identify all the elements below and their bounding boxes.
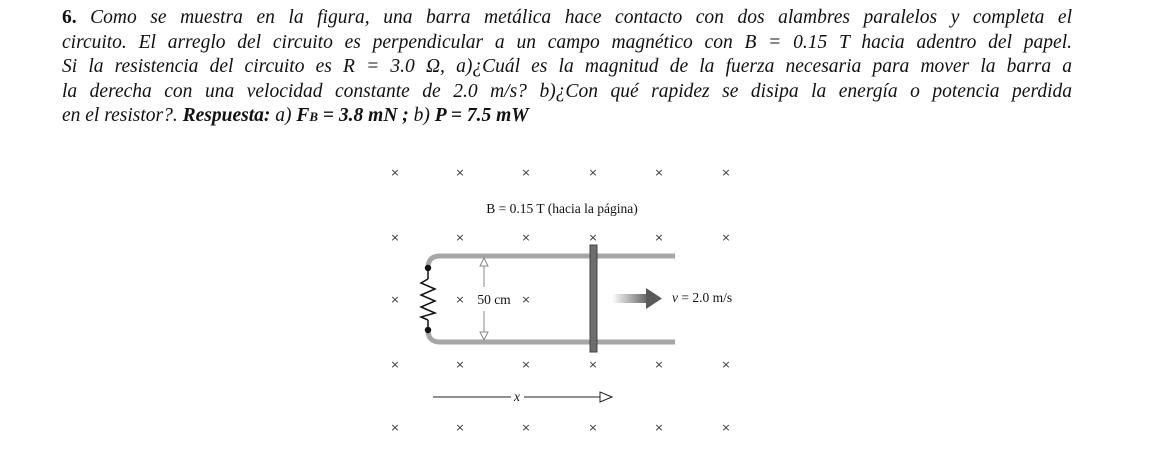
answer-label: Respuesta: — [182, 105, 271, 126]
velocity-label: v = 2.0 m/s — [672, 290, 733, 305]
field-label: B = 0.15 T (hacia la página) — [486, 201, 638, 216]
field-cross-symbol: × — [390, 231, 400, 244]
field-cross-symbol: × — [721, 358, 731, 371]
position-label: x — [514, 389, 520, 404]
field-cross-symbol: × — [721, 421, 731, 434]
field-cross-symbol: × — [521, 166, 531, 179]
answer-b: P = 7.5 mW — [434, 105, 529, 126]
field-cross-symbol: × — [721, 231, 731, 244]
field-cross-symbol: × — [588, 166, 598, 179]
field-cross-symbol: × — [390, 358, 400, 371]
field-cross-symbol: × — [588, 358, 598, 371]
field-cross-symbol: × — [654, 421, 664, 434]
field-cross-symbol: × — [654, 166, 664, 179]
field-cross-symbol: × — [654, 231, 664, 244]
field-cross-symbol: × — [721, 166, 731, 179]
problem-number: 6. — [62, 7, 77, 28]
field-cross-symbol: × — [521, 231, 531, 244]
field-cross-symbol: × — [588, 421, 598, 434]
bottom-rail — [428, 330, 675, 342]
field-cross-symbol: × — [390, 166, 400, 179]
field-cross-symbol: × — [455, 231, 465, 244]
answer-a: FB = 3.8 mN ; — [296, 105, 414, 126]
width-label: 50 cm — [477, 292, 511, 307]
velocity-arrow — [612, 288, 662, 309]
position-arrow — [433, 392, 612, 402]
problem-line-4: la derecha con una velocidad constante de 2.0 m/s? b)¿Con qué rapidez se disipa la energía o potencia perdida — [62, 80, 1072, 102]
field-cross-symbol: × — [521, 421, 531, 434]
metal-bar — [590, 245, 597, 352]
field-cross-symbol: × — [455, 166, 465, 179]
problem-line-3: Si la resistencia del circuito es R = 3.0 Ω, a)¿Cuál es la magnitud de la fuerza necesaria para mover la barra a — [62, 56, 1072, 77]
field-cross-symbol: × — [521, 358, 531, 371]
field-cross-symbol: × — [588, 231, 598, 244]
problem-line-2: circuito. El arreglo del circuito es perpendicular a un campo magnético con B = 0.15 T hacia adentro del papel. — [62, 31, 1072, 53]
field-cross-symbol: × — [455, 421, 465, 434]
field-cross-symbol: × — [455, 358, 465, 371]
field-cross-symbol: × — [521, 293, 531, 306]
field-cross-symbol: × — [390, 293, 400, 306]
top-rail — [428, 256, 675, 268]
resistor — [421, 265, 435, 333]
field-cross-symbol: × — [654, 358, 664, 371]
field-cross-symbol: × — [390, 421, 400, 434]
problem-line-1: 6. Como se muestra en la figura, una barra metálica hace contacto con dos alambres paralelos y completa el — [62, 7, 1072, 28]
problem-line-5: en el resistor?. Respuesta: a) FB = 3.8 mN ; b) P = 7.5 mW — [62, 105, 529, 126]
field-cross-symbol: × — [455, 293, 465, 306]
